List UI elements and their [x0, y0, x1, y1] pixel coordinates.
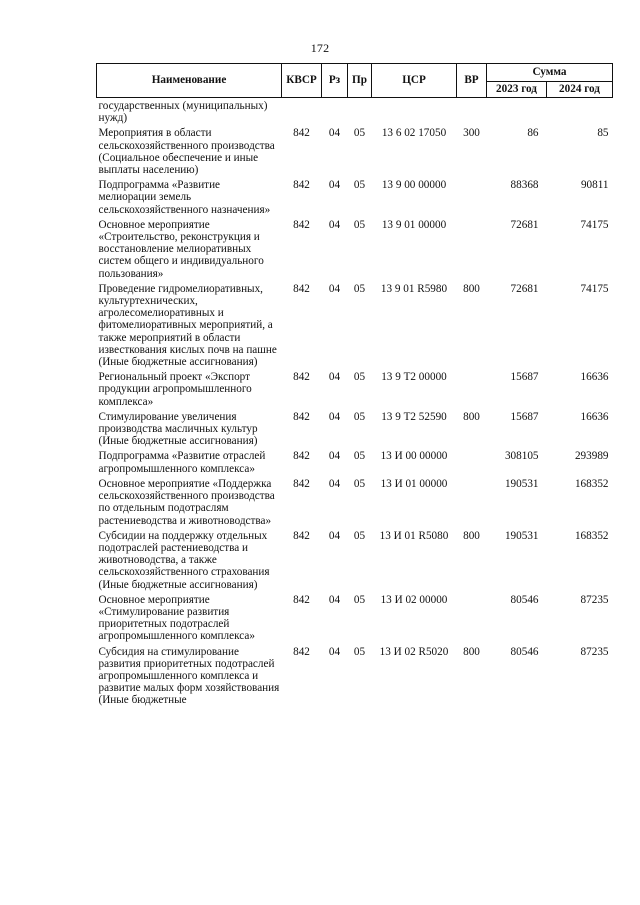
table-row: [97, 281, 613, 369]
row-kvsr: 842: [293, 450, 310, 463]
row-sum-2024: 16636: [580, 371, 609, 384]
table-header: [97, 64, 613, 98]
row-vr: [457, 217, 487, 281]
header-pr: Пр: [348, 64, 372, 98]
row-csr: 13 9 00 00000: [381, 179, 447, 192]
row-rz: 04: [328, 282, 341, 295]
header-name: Наименование: [97, 64, 282, 98]
row-pr: 05: [353, 477, 366, 490]
header-sum: Сумма: [487, 64, 613, 82]
table-row: [97, 644, 613, 708]
row-kvsr: 842: [293, 593, 310, 606]
row-rz: 04: [328, 593, 341, 606]
table-body: [97, 98, 613, 708]
row-sum-2024: 16636: [580, 410, 609, 423]
row-sum-2023: 308105: [504, 450, 539, 463]
row-sum-2023: 80546: [510, 593, 539, 606]
row-vr: 800: [463, 645, 480, 658]
row-kvsr: 842: [293, 529, 310, 542]
table-row: [97, 476, 613, 528]
row-rz: 04: [328, 218, 341, 231]
row-rz: 04: [328, 477, 341, 490]
row-csr: 13 И 00 00000: [380, 450, 448, 463]
row-name: Региональный проект «Экспорт продукции агропромышленного комплекса»: [98, 371, 252, 408]
row-pr: 05: [353, 529, 366, 542]
row-pr: 05: [353, 218, 366, 231]
row-pr: 05: [353, 371, 366, 384]
header-vr: ВР: [457, 64, 487, 98]
row-name: Проведение гидромелиоративных, культуртехнических, агролесомелиоративных и фитомелиоративных мероприятий, а также мероприятий в области известкования кислых почв на пашне (Иные бюджетные ассигнования): [98, 282, 277, 369]
row-csr: 13 9 01 R5980: [380, 282, 448, 295]
row-name: Мероприятия в области сельскохозяйственного производства (Социальное обеспечение и иные выплаты населению): [98, 127, 275, 177]
table-row: [97, 98, 613, 126]
row-sum-2024: 168352: [574, 529, 609, 542]
row-kvsr: 842: [293, 179, 310, 192]
row-sum-2023: 15687: [510, 410, 539, 423]
row-pr: 05: [353, 282, 366, 295]
page-number: 172: [310, 41, 330, 55]
row-name: государственных (муниципальных) нужд): [98, 100, 268, 125]
row-vr: 800: [463, 410, 480, 423]
row-rz: 04: [328, 127, 341, 140]
row-vr: [457, 592, 487, 644]
row-name: Подпрограмма «Развитие отраслей агропромышленного комплекса»: [98, 450, 266, 475]
row-sum-2023: 86: [527, 127, 539, 140]
row-sum-2024: 74175: [580, 218, 609, 231]
row-kvsr: 842: [293, 218, 310, 231]
row-csr: 13 9 Т2 00000: [381, 371, 447, 384]
row-csr: 13 И 01 R5080: [379, 529, 449, 542]
row-vr: [457, 98, 487, 126]
row-sum-2023: 72681: [510, 282, 539, 295]
row-sum-2024: [547, 98, 613, 126]
row-name: Субсидии на поддержку отдельных подотраслей растениеводства и животноводства, а также сельскохозяйственного страхования (Иные бюджетные ассигнования): [98, 529, 270, 591]
row-sum-2023: 190531: [504, 477, 539, 490]
row-pr: 05: [353, 127, 366, 140]
row-vr: [457, 177, 487, 217]
row-rz: 04: [328, 410, 341, 423]
row-pr: 05: [353, 179, 366, 192]
row-name: Основное мероприятие «Поддержка сельскохозяйственного производства по отдельным подотраслям растениеводства и животноводства»: [98, 477, 275, 527]
row-name: Субсидия на стимулирование развития приоритетных подотраслей агропромышленного комплекса и развитие малых форм хозяйствования (Иные бюджетные: [98, 645, 280, 707]
row-vr: [457, 448, 487, 475]
row-sum-2023: 88368: [510, 179, 539, 192]
header-rz: Рз: [322, 64, 348, 98]
row-sum-2024: 168352: [574, 477, 609, 490]
row-rz: 04: [328, 179, 341, 192]
budget-table: [96, 63, 613, 708]
row-kvsr: [282, 98, 322, 126]
row-pr: 05: [353, 410, 366, 423]
row-sum-2024: 293989: [574, 450, 609, 463]
row-kvsr: 842: [293, 371, 310, 384]
row-rz: 04: [328, 450, 341, 463]
row-csr: 13 И 01 00000: [380, 477, 448, 490]
row-kvsr: 842: [293, 645, 310, 658]
row-pr: 05: [353, 450, 366, 463]
row-rz: 04: [328, 371, 341, 384]
table-row: [97, 448, 613, 475]
row-kvsr: 842: [293, 477, 310, 490]
row-csr: 13 9 01 00000: [381, 218, 447, 231]
row-sum-2024: 90811: [580, 179, 609, 192]
row-name: Подпрограмма «Развитие мелиорации земель сельскохозяйственного назначения»: [98, 179, 271, 216]
row-name: Основное мероприятие «Стимулирование развития приоритетных подотраслей агропромышленного комплекса»: [98, 593, 255, 643]
row-vr: [457, 476, 487, 528]
table-row: [97, 125, 613, 177]
header-kvsr: КВСР: [282, 64, 322, 98]
row-vr: 300: [463, 127, 480, 140]
header-csr: ЦСР: [372, 64, 457, 98]
table-row: [97, 217, 613, 281]
row-csr: 13 И 02 R5020: [379, 645, 449, 658]
table-row: [97, 409, 613, 449]
row-kvsr: 842: [293, 282, 310, 295]
row-rz: [322, 98, 348, 126]
row-sum-2024: 85: [597, 127, 609, 140]
row-sum-2023: 15687: [510, 371, 539, 384]
table-row: [97, 528, 613, 592]
header-year-2023: 2023 год: [487, 82, 547, 98]
table-row: [97, 369, 613, 409]
row-vr: [457, 369, 487, 409]
row-sum-2024: 87235: [580, 593, 609, 606]
row-name: Основное мероприятие «Строительство, реконструкция и восстановление мелиоративных систем общего и индивидуального пользования»: [98, 218, 264, 280]
row-sum-2023: [487, 98, 547, 126]
header-year-2024: 2024 год: [547, 82, 613, 98]
row-csr: 13 6 02 17050: [381, 127, 447, 140]
row-name: Стимулирование увеличения производства масличных культур (Иные бюджетные ассигнования): [98, 410, 258, 448]
row-csr: 13 И 02 00000: [380, 593, 448, 606]
table-row: [97, 592, 613, 644]
row-sum-2024: 74175: [580, 282, 609, 295]
table-row: [97, 177, 613, 217]
row-sum-2023: 190531: [504, 529, 539, 542]
row-sum-2023: 80546: [510, 645, 539, 658]
row-pr: [348, 98, 372, 126]
row-csr: [372, 98, 457, 126]
row-sum-2023: 72681: [510, 218, 539, 231]
row-rz: 04: [328, 529, 341, 542]
row-sum-2024: 87235: [580, 645, 609, 658]
row-vr: 800: [463, 529, 480, 542]
row-pr: 05: [353, 593, 366, 606]
row-kvsr: 842: [293, 127, 310, 140]
row-pr: 05: [353, 645, 366, 658]
row-rz: 04: [328, 645, 341, 658]
row-vr: 800: [463, 282, 480, 295]
row-csr: 13 9 Т2 52590: [381, 410, 447, 423]
row-kvsr: 842: [293, 410, 310, 423]
